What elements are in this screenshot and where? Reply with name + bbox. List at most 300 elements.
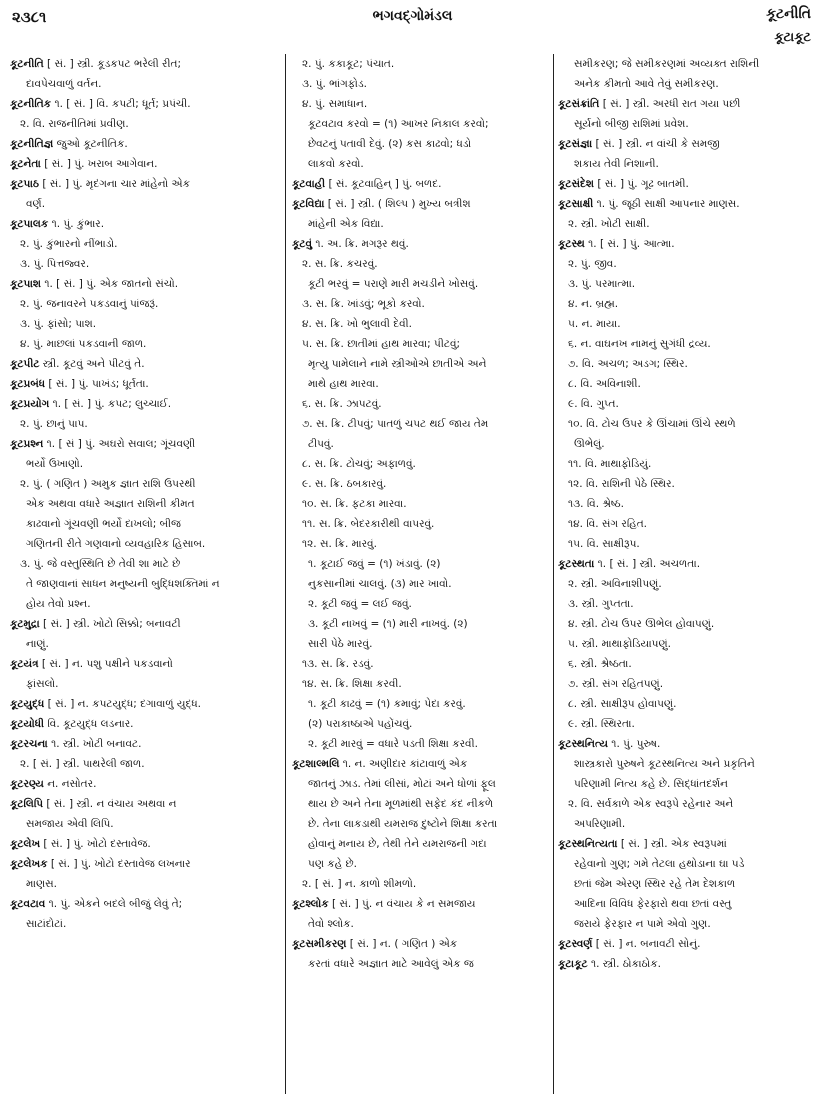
dictionary-entry	[292, 754, 550, 774]
definition-text: [ સં. ] પું. ન વંચાય કે ન સમજાય	[328, 898, 476, 910]
entry-line	[292, 454, 550, 474]
entry-line	[292, 134, 550, 154]
headword: કૂટસ્વર્ણ	[558, 938, 593, 950]
entry-line	[558, 814, 816, 834]
definition-text: સાટાંદોટાં.	[26, 918, 67, 930]
entry-line	[292, 634, 550, 654]
dictionary-entry	[10, 854, 280, 874]
definition-text: હોય તેવો પ્રશ્ન.	[26, 598, 91, 610]
definition-text: [ સં. કૂટવાહિન્ ] પું. બળદ.	[325, 178, 442, 190]
dictionary-entry	[10, 214, 280, 234]
headword: કૂટસાક્ષી	[558, 198, 594, 210]
definition-text: ૧. કૂટી કાઢવું = (૧) કમાવું; પેદા કરવું.	[308, 698, 466, 710]
definition-text: વિ. કૂટયુદ્ધ લડનાર.	[44, 718, 134, 730]
definition-text: ૩. પું. ભાંગફોડ.	[302, 78, 368, 90]
dictionary-entry	[10, 54, 280, 74]
definition-text: ૮. સ્ત્રી. સાક્ષીરૂપ હોવાપણું.	[568, 698, 677, 710]
headword: કૂટસંજ્ઞા	[558, 138, 593, 150]
dictionary-entry	[10, 734, 280, 754]
definition-text: ૭. વિ. અચળ; અડગ; સ્થિર.	[568, 358, 688, 370]
dictionary-entry	[10, 174, 280, 194]
page-title: ભગવદ્‌ગોમંડલ	[372, 8, 453, 24]
definition-text: ૭. સ. ક્રિ. ટીપવું; પાતળું ચપટ થઈ જાય તેમ	[302, 418, 489, 430]
definition-text: ૬. ન. વાઘનખ નામનું સુગંધી દ્રવ્ય.	[568, 338, 711, 350]
entry-line	[558, 74, 816, 94]
entry-line	[558, 294, 816, 314]
definition-text: ન. નસોતર.	[43, 778, 97, 790]
definition-text: માથે હાથ મારવા.	[308, 378, 379, 390]
dictionary-entry	[292, 234, 550, 254]
dictionary-entry	[558, 934, 816, 954]
entry-line	[558, 214, 816, 234]
entry-line	[292, 854, 550, 874]
definition-text: ૨. વિ. રાજનીતિમાં પ્રવીણ.	[20, 118, 129, 130]
definition-text: ૧. ન. અણીદાર કાંટાવાળું એક	[339, 758, 468, 770]
entry-line	[10, 874, 280, 894]
definition-text: ૩. પું. ફાંસો; પાશ.	[20, 318, 97, 330]
definition-text: ૪. સ. ક્રિ. ખો ભુલાવી દેવી.	[302, 318, 412, 330]
entry-line	[558, 594, 816, 614]
definition-text: છે. તેના લાકડાથી યમરાજ દુષ્ટોને શિક્ષા કરતા	[308, 818, 498, 830]
entry-line	[292, 254, 550, 274]
column-1	[10, 54, 280, 1100]
entry-line	[292, 74, 550, 94]
entry-line	[558, 334, 816, 354]
entry-line	[558, 794, 816, 814]
definition-text: ટીપવું.	[308, 438, 334, 450]
definition-text: [ સં. ] સ્ત્રી. ન વંચાય અથવા ન	[43, 798, 177, 810]
headword: કૂટપાઠ	[10, 178, 40, 190]
entry-line	[292, 474, 550, 494]
headword: કૂટલેખ	[10, 838, 41, 850]
definition-text: ૧૫. વિ. સાક્ષીરૂપ.	[568, 538, 640, 550]
dictionary-entry	[10, 394, 280, 414]
dictionary-entry	[558, 194, 816, 214]
dictionary-entry	[558, 734, 816, 754]
entry-line	[292, 814, 550, 834]
entry-line	[558, 154, 816, 174]
definition-text: ૧૦. વિ. ટોચ ઉપર કે ઊંચામાં ઊંચે સ્થળે	[568, 418, 736, 430]
entry-line	[558, 254, 816, 274]
definition-text: [ સં. ] સ્ત્રી. ખોટો સિક્કો; બનાવટી	[39, 618, 181, 630]
entry-line	[10, 494, 280, 514]
entry-line	[292, 554, 550, 574]
entry-line	[558, 774, 816, 794]
headword: કૂટનીતિજ્ઞ	[10, 138, 54, 150]
definition-text: ૧. [ સં. ] સ્ત્રી. અચળતા.	[594, 558, 701, 570]
entry-line	[292, 94, 550, 114]
definition-text: ૧૪. વિ. સંગ રહિત.	[568, 518, 647, 530]
definition-text: ફાંસલો.	[26, 678, 59, 690]
entry-line	[10, 254, 280, 274]
entry-line	[558, 634, 816, 654]
definition-text: વર્ણ.	[26, 198, 46, 210]
definition-text: લાકવો કરવો.	[308, 158, 364, 170]
entry-line	[292, 874, 550, 894]
definition-text: [ સં. ] ન. પશુ પક્ષીને પકડવાનો	[38, 658, 173, 670]
headword: કૂટસંદેશ	[558, 178, 594, 190]
definition-text: કૂટી ભરવું = પરાણે મારી મચડીને ખોસવું.	[308, 278, 479, 290]
dictionary-entry	[10, 134, 280, 154]
definition-text: ૫. સ. ક્રિ. છાતીમાં હાથ મારવા; પીટવું;	[302, 338, 461, 350]
definition-text: ૨. પું. કકાકૂટ; પંચાત.	[302, 58, 395, 70]
column-divider	[285, 54, 286, 1094]
definition-text: ૩. સ. ક્રિ. ખાંડવું; ભૂકો કરવો.	[302, 298, 425, 310]
headword: કૂટસ્થતા	[558, 558, 595, 570]
definition-text: ૯. સ્ત્રી. સ્થિરતા.	[568, 718, 635, 730]
definition-text: ૧. [ સં ] પું. અઘરો સવાલ; ગૂંચવણી	[43, 438, 196, 450]
definition-text: ૧. પું. એકને બદલે બીજું લેવું તે;	[45, 898, 183, 910]
dictionary-entry	[558, 834, 816, 854]
entry-line	[10, 74, 280, 94]
entry-line	[558, 714, 816, 734]
definition-text: નાણું.	[26, 638, 49, 650]
definition-text: ૧. અ. ક્રિ. મગરૂર થવું.	[312, 238, 409, 250]
definition-text: ૪. ન. બ્રહ્મ.	[568, 298, 619, 310]
definition-text: ૧૦. સ. ક્રિ. ફટકા મારવા.	[302, 498, 407, 510]
headword: કૂટપીટ	[10, 358, 40, 370]
entry-line	[10, 474, 280, 494]
dictionary-entry	[10, 894, 280, 914]
entry-line	[558, 274, 816, 294]
definition-text: ૭. સ્ત્રી. સંગ રહિતપણું.	[568, 678, 664, 690]
definition-text: ૧. [ સં. ] પું. આત્મા.	[584, 238, 675, 250]
entry-line	[10, 534, 280, 554]
entry-line	[558, 114, 816, 134]
entry-line	[558, 574, 816, 594]
entry-line	[10, 914, 280, 934]
definition-text: ૨. પું. જીવ.	[568, 258, 617, 270]
dictionary-entry	[292, 174, 550, 194]
entry-line	[292, 494, 550, 514]
definition-text: ૧. પું. જૂઠી સાક્ષી આપનાર માણસ.	[593, 198, 740, 210]
definition-text: ૩. પું. પિત્તજ્વર.	[20, 258, 90, 270]
definition-text: તે જાણવાનાં સાધન મનુષ્યની બુદ્ધિશક્તિમાં ન	[26, 578, 220, 590]
definition-text: (૨) પરાકાષ્ઠાએ પહોંચવું.	[308, 718, 413, 730]
entry-line	[292, 574, 550, 594]
definition-text: ૧૨. સ. ક્રિ. મારવું.	[302, 538, 377, 550]
definition-text: માણસ.	[26, 878, 57, 890]
headword: કૂટપ્રબંધ	[10, 378, 46, 390]
dictionary-entry	[558, 554, 816, 574]
headword: કૂટમુદ્રા	[10, 618, 40, 630]
definition-text: ૨. વિ. સર્વકાળે એક સ્વરૂપે રહેનાર અને	[568, 798, 734, 810]
definition-text: હોવાનું મનાય છે, તેથી તેને યમરાજની ગદા	[308, 838, 487, 850]
definition-text: ૧૨. વિ. રાશિની પેઠે સ્થિર.	[568, 478, 675, 490]
entry-line	[558, 434, 816, 454]
definition-text: ૧૪. સ. ક્રિ. શિક્ષા કરવી.	[302, 678, 402, 690]
definition-text: [ સં. ] પું. પાખંડ; ધૂર્તતા.	[45, 378, 149, 390]
definition-text: [ સં. ] પું. ખરાબ આગેવાન.	[40, 158, 158, 170]
entry-line	[10, 634, 280, 654]
entry-line	[558, 314, 816, 334]
definition-text: [ સં. ] ન. બનાવટી સોનું.	[592, 938, 701, 950]
definition-text: થાય છે અને તેના મૂળમાંથી સફેદ કંદ નીકળે	[308, 798, 494, 810]
definition-text: અપરિણામી.	[574, 818, 626, 830]
definition-text: [ સં. ] ન. કપટયુદ્ધ; દગાવાળું યુદ્ધ.	[44, 698, 202, 710]
entry-line	[292, 774, 550, 794]
definition-text: ૩. કૂટી નાખવું = (૧) મારી નાખવું. (૨)	[308, 618, 468, 630]
definition-text: જુઓ કૂટનીતિક.	[53, 138, 128, 150]
headword: કૂટરણ્ય	[10, 778, 44, 790]
entry-line	[292, 114, 550, 134]
headword: કૂટસ્થનિત્યતા	[558, 838, 618, 850]
headword: કૂટવિદ્યા	[292, 198, 325, 210]
entry-line	[292, 314, 550, 334]
definition-text: ૧. સ્ત્રી. ખોટી બનાવટ.	[47, 738, 142, 750]
dictionary-entry	[558, 94, 816, 114]
definition-text: ૫. સ્ત્રી. માથાફોડિયાપણું.	[568, 638, 671, 650]
entry-line	[558, 514, 816, 534]
definition-text: ૩. સ્ત્રી. ગુપ્તતા.	[568, 598, 634, 610]
definition-text: ૨. કૂટી મારવું = વધારે પડતી શિક્ષા કરવી.	[308, 738, 478, 750]
definition-text: પણ કહે છે.	[308, 858, 357, 870]
entry-line	[10, 334, 280, 354]
headword: કૂટસ્થ	[558, 238, 585, 250]
definition-text: ગણિતની રીતે ગણવાનો વ્યવહારિક હિસાબ.	[26, 538, 206, 550]
definition-text: જરાયે ફેરફાર ન પામે એવો ગુણ.	[574, 918, 711, 930]
entry-line	[292, 54, 550, 74]
entry-line	[10, 754, 280, 774]
dictionary-entry	[10, 154, 280, 174]
entry-line	[558, 414, 816, 434]
entry-line	[292, 734, 550, 754]
definition-text: ૨. કૂટી જવું = લઈ જવું.	[308, 598, 412, 610]
definition-text: ૪. સ્ત્રી. ટોચ ઉપર ઊભેલ હોવાપણું.	[568, 618, 715, 630]
definition-text: શકાય તેવી નિશાની.	[574, 158, 659, 170]
definition-text: ૩. પું. પરમાત્મા.	[568, 278, 636, 290]
definition-text: કાઢવાનો ગૂંચવણી ભર્યો દાખલો; બીજ	[26, 518, 181, 530]
definition-text: ૬. સ્ત્રી. શ્રેષ્ઠતા.	[568, 658, 632, 670]
entry-line	[558, 654, 816, 674]
definition-text: સમીકરણ; જે સમીકરણમાં અવ્યક્ત રાશિની	[574, 58, 760, 70]
definition-text: ભર્યો ઉખાણો.	[26, 458, 84, 470]
headword: કૂટનીતિ	[10, 58, 44, 70]
entry-line	[292, 914, 550, 934]
definition-text: ૨. [ સં. ] ન. કાળો શીમળો.	[302, 878, 417, 890]
entry-line	[558, 474, 816, 494]
definition-text: ૧૧. વિ. માથાફોડિયું.	[568, 458, 652, 470]
definition-text: સ્ત્રી. કૂટવું અને પીટવું તે.	[39, 358, 145, 370]
headword: કૂટયોધી	[10, 718, 45, 730]
dictionary-entry	[10, 374, 280, 394]
definition-text: એક અથવા વધારે અજ્ઞાત રાશિની કીમત	[26, 498, 195, 510]
definition-text: જાતનું ઝાડ. તેમાં લીસાં, મોટાં અને ધોળાં ફૂલ	[308, 778, 496, 790]
definition-text: [ સં. ] પું. ગૂઢ બાતમી.	[594, 178, 689, 190]
headword: કૂટનેતા	[10, 158, 41, 170]
entry-line	[292, 954, 550, 974]
dictionary-entry	[10, 834, 280, 854]
dictionary-entry	[558, 134, 816, 154]
entry-line	[558, 874, 816, 894]
entry-line	[292, 394, 550, 414]
definition-text: ૨. પું. જનાવરને પકડવાનું પાંજરૂં.	[20, 298, 159, 310]
entry-line	[10, 114, 280, 134]
entry-line	[292, 274, 550, 294]
definition-text: અનેક કીમતો આવે તેવું સમીકરણ.	[574, 78, 719, 90]
entry-line	[292, 434, 550, 454]
entry-line	[292, 654, 550, 674]
headword: કૂટસંક્રાંતિ	[558, 98, 600, 110]
headword: કૂટપ્રયોગ	[10, 398, 50, 410]
headword: કૂટરચના	[10, 738, 48, 750]
dictionary-entry	[10, 354, 280, 374]
definition-text: ૧. સ્ત્રી. ઠોકાઠોક.	[587, 958, 662, 970]
entry-line	[292, 334, 550, 354]
definition-text: ૧૩. વિ. શ્રેષ્ઠ.	[568, 498, 624, 510]
definition-text: ૯. સ. ક્રિ. ઠબકારવું.	[302, 478, 387, 490]
definition-text: ૮. વિ. અવિનાશી.	[568, 378, 641, 390]
dictionary-entry	[10, 94, 280, 114]
entry-line	[292, 534, 550, 554]
headword: કૂટસ્થનિત્ય	[558, 738, 608, 750]
definition-text: ૨. પું. ( ગણિત ) અમુક જ્ઞાત રાશિ ઉપરથી	[20, 478, 196, 490]
definition-text: ૧. પું. પુરુષ.	[607, 738, 661, 750]
headword: કૂટાકૂટ	[558, 958, 588, 970]
definition-text: ૪. પું. માછલાં પકડવાની જાળ.	[20, 338, 147, 350]
entry-line	[292, 414, 550, 434]
headword: કૂટપ્રશ્ન	[10, 438, 44, 450]
entry-line	[10, 554, 280, 574]
entry-line	[558, 54, 816, 74]
entry-line	[558, 754, 816, 774]
entry-line	[10, 294, 280, 314]
entry-line	[10, 574, 280, 594]
entry-line	[10, 514, 280, 534]
definition-text: કૂટવટાવ કરવો = (૧) આખર નિકાલ કરવો;	[308, 118, 489, 130]
headword: કૂટશ્લોક	[292, 898, 329, 910]
dictionary-entry	[558, 174, 816, 194]
definition-text: છતાં જેમ એરણ સ્થિર રહે તેમ દેશકાળ	[574, 878, 736, 890]
definition-text: રહેવાનો ગુણ; ગમે તેટલા હથોડાના ઘા પડે	[574, 858, 745, 870]
entry-line	[292, 594, 550, 614]
dictionary-entry	[292, 894, 550, 914]
dictionary-entry	[10, 434, 280, 454]
definition-text: દાવપેચવાળું વર્તન.	[26, 78, 102, 90]
dictionary-entry	[558, 954, 816, 974]
definition-text: ૬. સ. ક્રિ. ઝાપટવું.	[302, 398, 382, 410]
definition-text: ૧. [ સં. ] પું. એક જાતનો સંચો.	[41, 278, 179, 290]
dictionary-entry	[10, 694, 280, 714]
definition-text: શાસ્ત્રકારો પુરુષને કૂટસ્થનિત્ય અને પ્રકૃતિને	[574, 758, 755, 770]
guide-word-bottom: કૂટાકૂટ	[774, 30, 811, 45]
definition-text: આદિના વિવિધ ફેરફારો થવા છતાં વસ્તુ	[574, 898, 732, 910]
definition-text: [ સં. ] સ્ત્રી. ન વાંચી કે સમજી	[592, 138, 720, 150]
entry-line	[558, 454, 816, 474]
definition-text: તેવો શ્લોક.	[308, 918, 354, 930]
entry-line	[292, 354, 550, 374]
definition-text: [ સં. ] પું. ખોટો દસ્તાવેજ.	[40, 838, 151, 850]
headword: કૂટયુદ્ધ	[10, 698, 45, 710]
headword: કૂટલેખક	[10, 858, 48, 870]
dictionary-entry	[558, 234, 816, 254]
entry-line	[10, 234, 280, 254]
definition-text: ૧૩. સ. ક્રિ. રડવું.	[302, 658, 374, 670]
headword: કૂટનીતિક	[10, 98, 52, 110]
headword: કૂટપાશ	[10, 278, 42, 290]
entry-line	[292, 694, 550, 714]
entry-line	[558, 354, 816, 374]
entry-line	[10, 194, 280, 214]
definition-text: ૧. પું. કુંભાર.	[48, 218, 105, 230]
entry-line	[292, 214, 550, 234]
dictionary-entry	[10, 274, 280, 294]
entry-line	[292, 374, 550, 394]
dictionary-entry	[10, 654, 280, 674]
definition-text: [ સં. ] ન. ( ગણિત ) એક	[346, 938, 458, 950]
page-header	[0, 0, 825, 54]
definition-text: સમજાય એવી લિપિ.	[26, 818, 114, 830]
dictionary-entry	[10, 714, 280, 734]
definition-text: [ સં. ] સ્ત્રી. અરધી રાત ગયા પછી	[599, 98, 741, 110]
definition-text: ૧. [ સં. ] વિ. કપટી; ધૂર્ત; પ્રપંચી.	[51, 98, 191, 110]
column-3	[558, 54, 816, 1100]
entry-line	[558, 894, 816, 914]
headword: કૂટશાલ્મલિ	[292, 758, 340, 770]
entry-line	[558, 854, 816, 874]
definition-text: [ સં. ] સ્ત્રી. કૂડકપટ ભરેલી રીત;	[43, 58, 181, 70]
headword: કૂટવું	[292, 238, 313, 250]
entry-line	[558, 394, 816, 414]
definition-text: [ સં. ] સ્ત્રી. એક સ્વરૂપમાં	[617, 838, 727, 850]
entry-line	[558, 534, 816, 554]
entry-line	[558, 494, 816, 514]
entry-line	[10, 594, 280, 614]
definition-text: ૫. ન. માયા.	[568, 318, 621, 330]
entry-line	[292, 714, 550, 734]
definition-text: માંહેની એક વિદ્યા.	[308, 218, 384, 230]
entry-line	[10, 414, 280, 434]
definition-text: નુકસાનીમાં ચાલવું. (૩) માર ખાવો.	[308, 578, 452, 590]
column-divider	[553, 54, 554, 1094]
headword: કૂટયંત્ર	[10, 658, 39, 670]
headword: કૂટસમીકરણ	[292, 938, 347, 950]
entry-line	[292, 154, 550, 174]
definition-text: ૨. સ. ક્રિ. કચરવું.	[302, 258, 378, 270]
definition-text: ૨. પું. છાનું પાપ.	[20, 418, 88, 430]
entry-line	[10, 454, 280, 474]
entry-line	[292, 834, 550, 854]
entry-line	[10, 674, 280, 694]
headword: કૂટલિપિ	[10, 798, 44, 810]
definition-text: મૃત્યુ પામેલાને નામે સ્ત્રીઓએ છાતીએ અને	[308, 358, 487, 370]
page-number: ૨૩૮૧	[12, 8, 47, 26]
entry-line	[292, 614, 550, 634]
entry-line	[10, 814, 280, 834]
definition-text: ઊભેલું.	[574, 438, 605, 450]
definition-text: ૨. સ્ત્રી. અવિનાશીપણું.	[568, 578, 662, 590]
entry-line	[292, 514, 550, 534]
entry-line	[292, 674, 550, 694]
headword: કૂટવટાવ	[10, 898, 46, 910]
definition-text: ૨. સ્ત્રી. ખોટી સાક્ષી.	[568, 218, 650, 230]
definition-text: ૨. [ સં. ] સ્ત્રી. પાથરેલી જાળ.	[20, 758, 145, 770]
entry-line	[558, 614, 816, 634]
definition-text: ૧૧. સ. ક્રિ. બેદરકારીથી વાપરવું.	[302, 518, 435, 530]
definition-text: પરિણામી નિત્ય કહે છે. સિદ્ધાંતદર્શન	[574, 778, 728, 790]
definition-text: છેવટનું પતાવી દેવું. (૨) કસ કાઢવો; ધડો	[308, 138, 472, 150]
definition-text: ૨. પું. કુંભારનો નીંભાડો.	[20, 238, 118, 250]
guide-word-top: કૂટનીતિ	[766, 6, 811, 22]
dictionary-entry	[10, 614, 280, 634]
dictionary-entry	[10, 774, 280, 794]
definition-text: [ સં. ] પું. ખોટો દસ્તાવેજ લખનાર	[47, 858, 191, 870]
entry-line	[10, 314, 280, 334]
definition-text: ૩. પું. જે વસ્તુસ્થિતિ છે તેવી શા માટે છે	[20, 558, 181, 570]
entry-line	[558, 374, 816, 394]
definition-text: [ સં. ] પું. મૃદંગના ચાર માંહેનો એક	[39, 178, 191, 190]
dictionary-entry	[292, 194, 550, 214]
